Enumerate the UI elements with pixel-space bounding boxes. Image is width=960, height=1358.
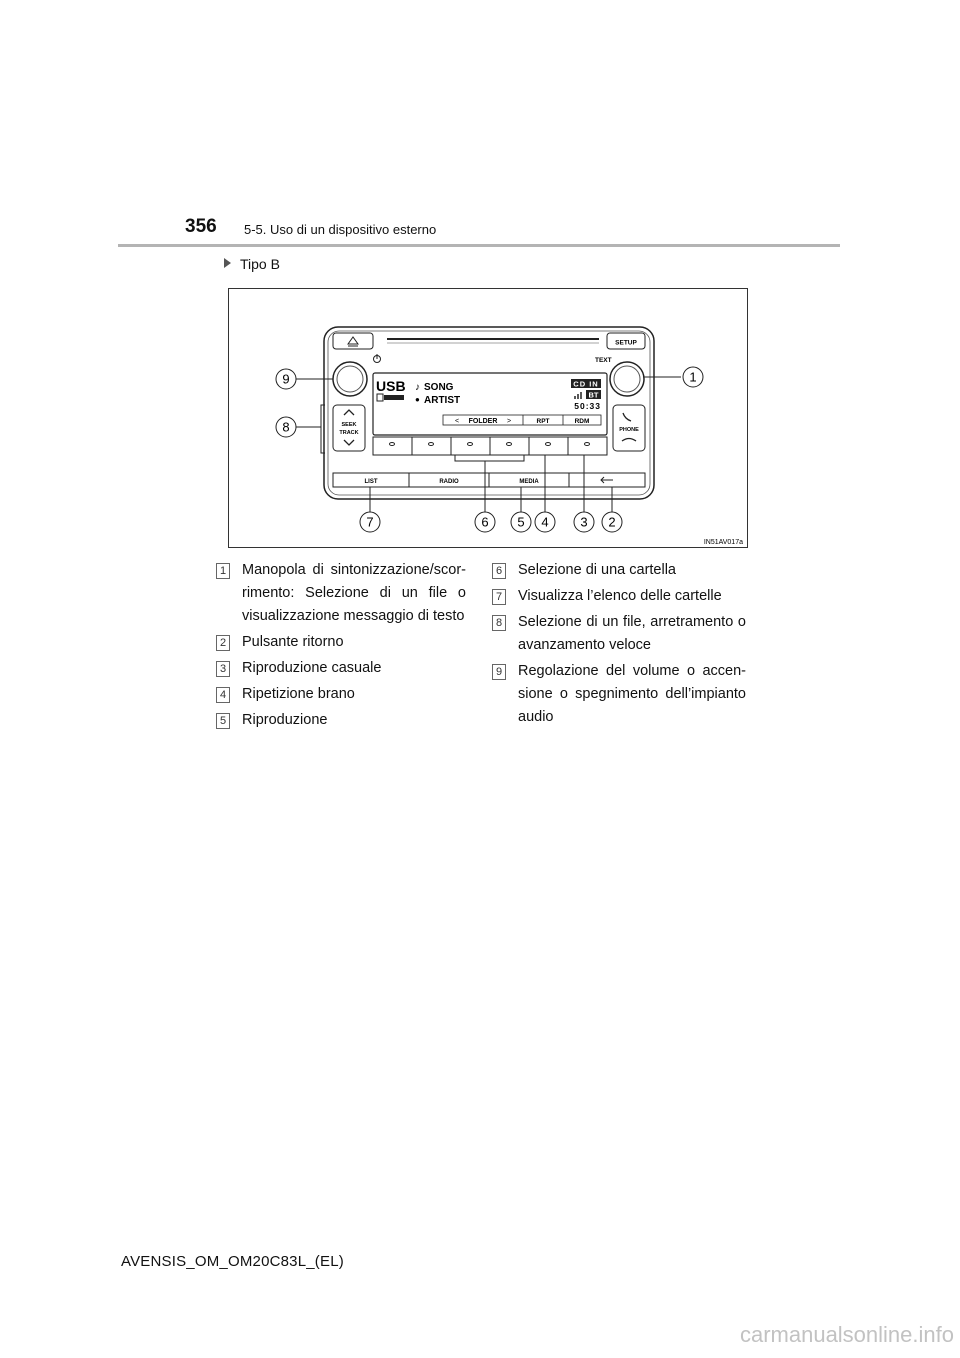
subheading <box>224 256 280 272</box>
artist-person-icon: ● <box>415 395 420 404</box>
triangle-bullet-icon <box>224 258 231 268</box>
music-note-icon: ♪ <box>415 382 420 393</box>
audio-unit-illustration <box>229 289 749 549</box>
track-label: TRACK <box>339 430 359 436</box>
item-number: 6 <box>492 563 506 579</box>
callout-9-label: 9 <box>282 371 290 387</box>
song-label: SONG <box>424 382 454 393</box>
bt-label: BT <box>588 390 599 400</box>
item-number: 7 <box>492 589 506 605</box>
media-label: MEDIA <box>519 479 539 485</box>
item-text: Manopola di sintonizzazione/scor- rimento: Selezione di un file o visualizzazione messaggio di testo <box>242 562 466 624</box>
item-text: Regolazione del volume o accen- sione o spegnimento dell’impianto audio <box>518 663 746 725</box>
callout-4-label: 4 <box>541 514 549 530</box>
item-number: 9 <box>492 664 506 680</box>
folder-prev-icon: < <box>455 418 460 425</box>
item-number: 8 <box>492 615 506 631</box>
subheading-text: Tipo B <box>240 256 280 272</box>
usb-stick-icon <box>384 395 404 400</box>
item-number: 3 <box>216 661 230 677</box>
list-item <box>492 585 746 608</box>
seek-label: SEEK <box>341 422 357 428</box>
tune-scroll-knob <box>610 362 644 396</box>
item-text: Selezione di un file, arretramento o avanzamento veloce <box>518 614 746 653</box>
callout-7-label: 7 <box>366 514 374 530</box>
callout-3-label: 3 <box>580 514 588 530</box>
radio-label: RADIO <box>439 479 459 485</box>
header-rule <box>118 244 840 247</box>
list-item <box>492 611 746 657</box>
list-item <box>216 709 466 732</box>
artist-label: ARTIST <box>424 395 461 406</box>
item-text: Ripetizione brano <box>242 686 355 702</box>
callout-6-label: 6 <box>481 514 489 530</box>
callout-5-label: 5 <box>517 514 525 530</box>
eject-button <box>333 333 373 349</box>
item-number: 4 <box>216 687 230 703</box>
figure-code: IN51AV017a <box>703 539 743 546</box>
item-number: 5 <box>216 713 230 729</box>
footer-code: AVENSIS_OM_OM20C83L_(EL) <box>121 1253 344 1270</box>
list-item <box>216 631 466 654</box>
audio-unit-figure <box>228 288 748 548</box>
item-text: Pulsante ritorno <box>242 634 344 650</box>
item-number: 2 <box>216 635 230 651</box>
volume-knob <box>333 362 367 396</box>
legend-list-left <box>216 559 466 735</box>
rpt-label: RPT <box>536 418 550 425</box>
rdm-label: RDM <box>574 418 590 425</box>
time-readout: 50:33 <box>574 401 601 411</box>
page-number: 356 <box>185 216 217 237</box>
list-label: LIST <box>364 479 378 485</box>
item-text: Selezione di una cartella <box>518 562 676 578</box>
setup-label: SETUP <box>615 339 637 347</box>
folder-label: FOLDER <box>468 418 498 425</box>
callout-8-label: 8 <box>282 419 290 435</box>
section-title: 5-5. Uso di un dispositivo esterno <box>244 222 437 237</box>
callout-1-label: 1 <box>689 369 697 385</box>
item-text: Riproduzione <box>242 712 328 728</box>
item-text: Riproduzione casuale <box>242 660 382 676</box>
cd-in-label: CD IN <box>573 379 599 389</box>
callout-2-label: 2 <box>608 514 616 530</box>
text-label: TEXT <box>595 357 612 364</box>
legend-list-right <box>492 559 746 732</box>
list-item <box>216 559 466 628</box>
folder-next-icon: > <box>507 418 512 425</box>
phone-label: PHONE <box>619 427 639 433</box>
item-text: Visualizza l’elenco delle cartelle <box>518 588 722 604</box>
item-number: 1 <box>216 563 230 579</box>
watermark: carmanualsonline.info <box>739 1322 954 1347</box>
list-item <box>216 683 466 706</box>
usb-label: USB <box>376 378 406 394</box>
list-item <box>492 660 746 729</box>
list-item <box>216 657 466 680</box>
list-item <box>492 559 746 582</box>
